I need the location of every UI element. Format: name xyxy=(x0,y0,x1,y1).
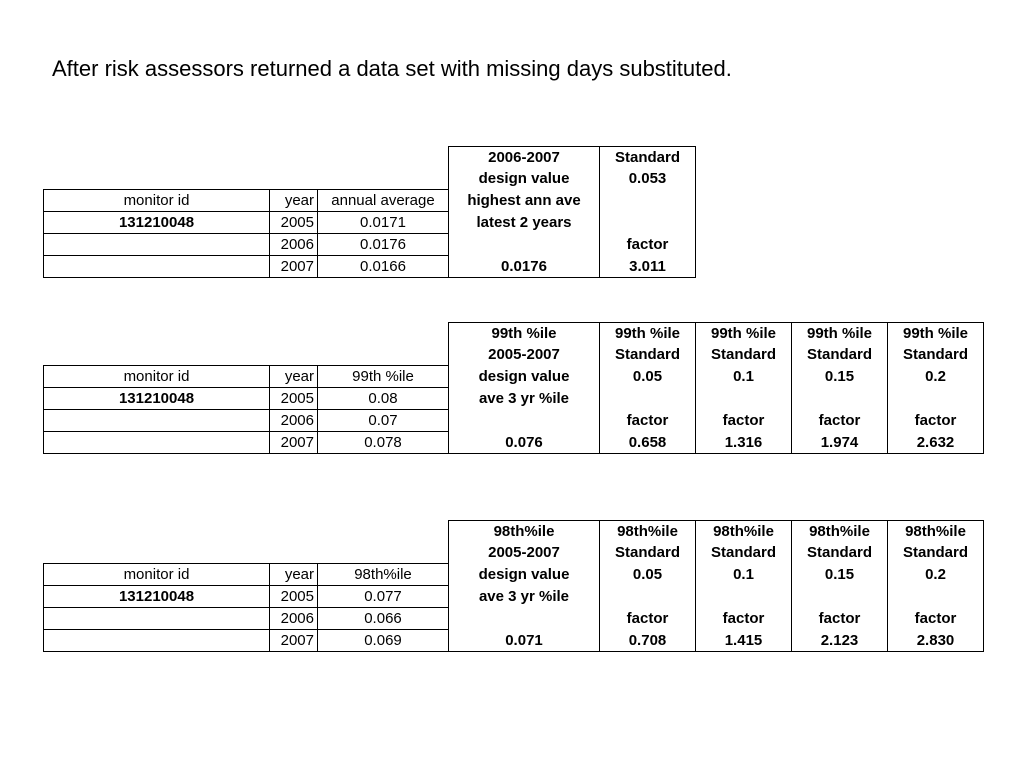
standard-header: 98th%ile xyxy=(792,521,888,543)
dv-header-line: 98th%ile xyxy=(449,521,600,543)
standard-value: 0.1 xyxy=(696,366,792,388)
year-cell: 2006 xyxy=(270,234,318,256)
standard-header: Standard xyxy=(696,542,792,564)
standard-value: 0.15 xyxy=(792,564,888,586)
standard-header: Standard xyxy=(600,542,696,564)
standard-header: 99th %ile xyxy=(792,323,888,345)
standard-value: 0.05 xyxy=(600,366,696,388)
factor-value: 1.415 xyxy=(696,630,792,652)
dv-header-line: highest ann ave xyxy=(467,192,581,209)
standard-header: 98th%ile xyxy=(600,521,696,543)
monitor-id-cell: 131210048 xyxy=(44,388,270,410)
value-cell: 0.07 xyxy=(318,410,449,432)
year-cell: 2005 xyxy=(270,212,318,234)
year-cell: 2005 xyxy=(270,586,318,608)
factor-value: 1.974 xyxy=(792,432,888,454)
year-cell: 2006 xyxy=(270,608,318,630)
factor-label: factor xyxy=(600,234,696,256)
standard-header: 99th %ile xyxy=(600,323,696,345)
factor-label: factor xyxy=(792,608,888,630)
standard-value: 0.15 xyxy=(792,366,888,388)
dv-header-line: 2005-2007 xyxy=(488,346,560,364)
standard-header: 99th %ile xyxy=(888,323,984,345)
standard-header: 99th %ile xyxy=(696,323,792,345)
value-cell: 0.0166 xyxy=(318,256,449,278)
standard-header: Standard xyxy=(888,344,984,366)
factor-label: factor xyxy=(696,608,792,630)
standard-value: 0.05 xyxy=(600,564,696,586)
value-cell: 0.0176 xyxy=(318,234,449,256)
column-header: 98th%ile xyxy=(318,564,449,586)
factor-label: factor xyxy=(600,608,696,630)
standard-header: Standard xyxy=(792,344,888,366)
99th-percentile-table xyxy=(43,322,984,454)
dv-header-line: latest 2 years xyxy=(476,214,572,231)
standard-value: 0.053 xyxy=(600,168,696,190)
standard-header: Standard xyxy=(600,344,696,366)
standard-header: Standard xyxy=(600,147,696,169)
dv-header-line: ave 3 yr %ile xyxy=(478,390,570,407)
column-header: year xyxy=(270,190,318,212)
dv-header-line: design value xyxy=(478,566,570,583)
column-header: year xyxy=(270,564,318,586)
value-cell: 0.077 xyxy=(318,586,449,608)
column-header: annual average xyxy=(318,190,449,212)
standard-header: 98th%ile xyxy=(888,521,984,543)
factor-value: 0.658 xyxy=(600,432,696,454)
year-cell: 2007 xyxy=(270,256,318,278)
column-header: monitor id xyxy=(44,366,270,388)
monitor-id-cell: 131210048 xyxy=(44,212,270,234)
dv-header-line: design value xyxy=(478,368,570,385)
value-cell: 0.066 xyxy=(318,608,449,630)
column-header: year xyxy=(270,366,318,388)
factor-value: 0.708 xyxy=(600,630,696,652)
design-value: 0.0176 xyxy=(449,256,600,278)
factor-label: factor xyxy=(888,608,984,630)
98th-percentile-table xyxy=(43,520,984,652)
factor-value: 2.632 xyxy=(888,432,984,454)
factor-label: factor xyxy=(792,410,888,432)
factor-label: factor xyxy=(600,410,696,432)
monitor-id-cell: 131210048 xyxy=(44,586,270,608)
design-value: 0.076 xyxy=(449,432,600,454)
standard-header: Standard xyxy=(696,344,792,366)
dv-header-line: 2006-2007 xyxy=(449,147,600,169)
column-header: 99th %ile xyxy=(318,366,449,388)
dv-header-line: 2005-2007 xyxy=(488,544,560,562)
dv-header-line: design value xyxy=(478,170,570,188)
factor-value: 2.123 xyxy=(792,630,888,652)
design-value: 0.071 xyxy=(449,630,600,652)
standard-header: 98th%ile xyxy=(696,521,792,543)
column-header: monitor id xyxy=(44,190,270,212)
column-header: monitor id xyxy=(44,564,270,586)
standard-header: Standard xyxy=(888,542,984,564)
page-title: After risk assessors returned a data set with missing days substituted. xyxy=(52,56,732,81)
factor-value: 2.830 xyxy=(888,630,984,652)
factor-label: factor xyxy=(696,410,792,432)
standard-value: 0.2 xyxy=(888,564,984,586)
standard-value: 0.1 xyxy=(696,564,792,586)
factor-value: 3.011 xyxy=(600,256,696,278)
year-cell: 2007 xyxy=(270,432,318,454)
annual-average-table xyxy=(43,146,696,278)
year-cell: 2005 xyxy=(270,388,318,410)
standard-header: Standard xyxy=(792,542,888,564)
year-cell: 2007 xyxy=(270,630,318,652)
standard-value: 0.2 xyxy=(888,366,984,388)
factor-value: 1.316 xyxy=(696,432,792,454)
value-cell: 0.078 xyxy=(318,432,449,454)
dv-header-line: 99th %ile xyxy=(449,323,600,345)
dv-header-line: ave 3 yr %ile xyxy=(478,588,570,605)
value-cell: 0.08 xyxy=(318,388,449,410)
year-cell: 2006 xyxy=(270,410,318,432)
factor-label: factor xyxy=(888,410,984,432)
value-cell: 0.0171 xyxy=(318,212,449,234)
value-cell: 0.069 xyxy=(318,630,449,652)
